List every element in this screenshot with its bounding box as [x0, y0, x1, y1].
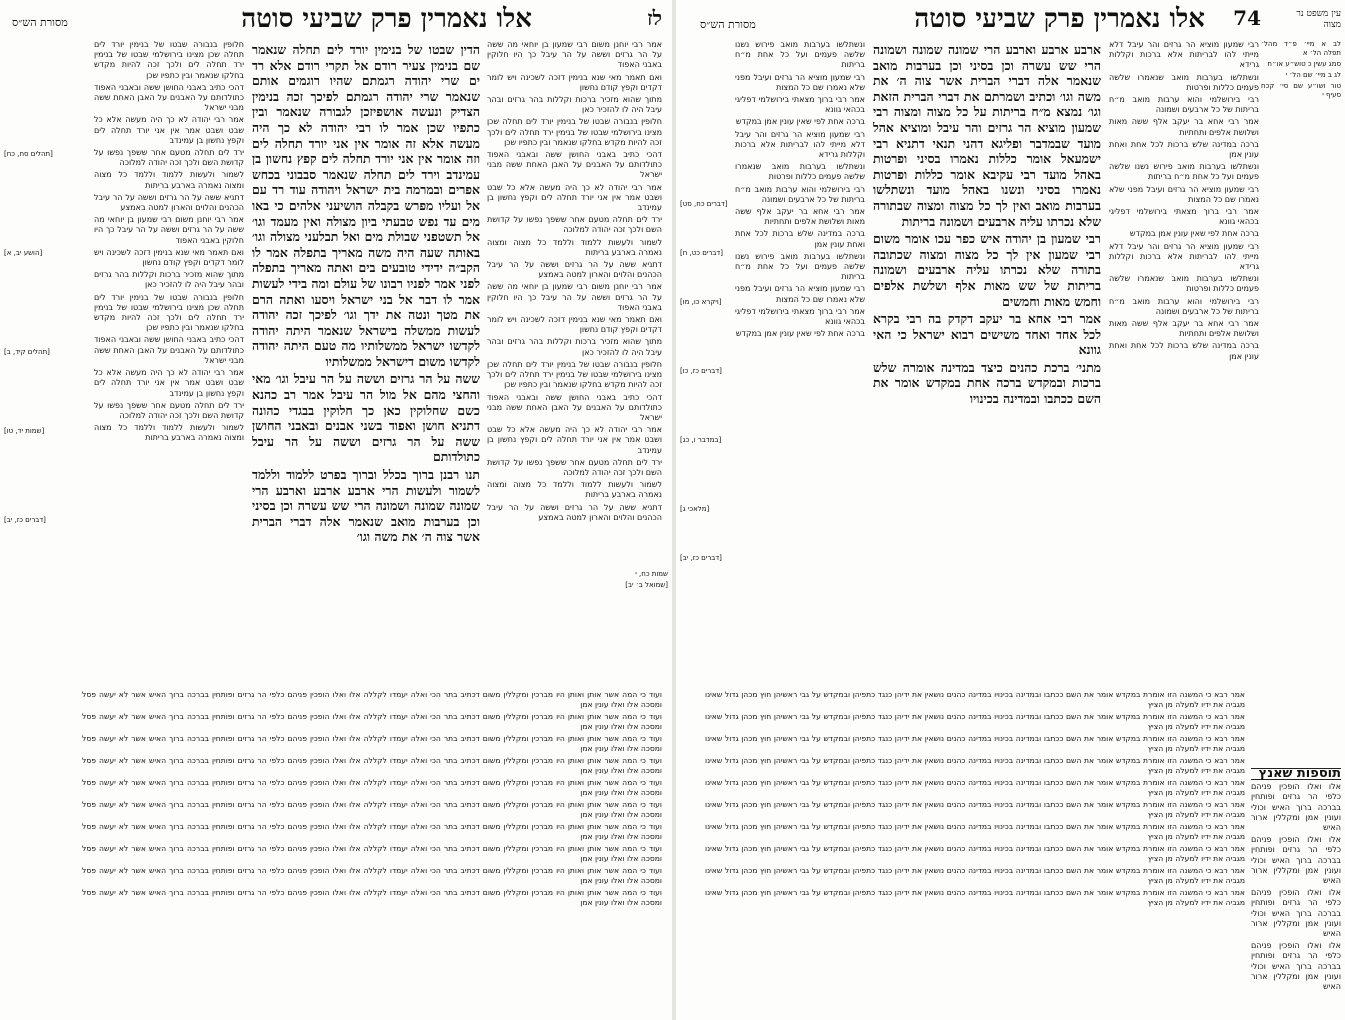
bottom-commentary	[705, 690, 1245, 1015]
commentary-paragraph: לשמור ולעשות ללמוד וללמד כל מצוה ומצוה נאמרה בארבע בריתות	[94, 423, 244, 443]
commentary-paragraph: ירד לים תחלה מטעם אחר ששפך נפשו על קדושת השם ולכך זכה יהודה למלוכה	[487, 215, 662, 235]
commentary-paragraph: דתניא ששה על הר גרזים וששה על הר עיבל הכהנים והלוים והארון למטה באמצע	[487, 260, 662, 280]
commentary-paragraph: אמר רבא כי המשנה הזו אומרת במקדש אומר את השם ככתבו ובמדינה בכינויו במדינה כהנים נושאין את ידיהן כנגד כתפיהן ובמקדש על גבי ראשיהן חוץ מכהן גדול שאינו מגביה את ידיו למעלה מן הציץ	[705, 866, 1245, 885]
commentary-paragraph: רבי בירושלמי והוא ערבות מואב מ״ח בריתות של כל ארבעים ושמונה	[1109, 296, 1259, 316]
commentary-paragraph: לשמור ולעשות ללמוד וללמד כל מצוה ומצוה נאמרה בארבע בריתות	[94, 170, 244, 190]
commentary-paragraph: מתוך שהוא מזכיר ברכות וקללות בהר גרזים ובהר עיבל היה לו להזכיר כאן	[487, 95, 662, 115]
commentary-paragraph: ועוד כי המה אשר אותן ואותן היו מברכין ומקללין משום דכתיב בתר הכי ואלה יעמדו לקללה אלו ואלו הופכין פניהם כלפי הר גרזים ופותחין בברכה ברוך האיש אשר לא יעשה פסל ומסכה אלו ואלו עונין אמן	[82, 756, 662, 775]
commentary-paragraph: רבי שמעון מוציא הר גרזים והר עיבל דלא מייתי להו לבריתות אלא ברכות וקללות גרידא	[735, 129, 865, 160]
commentary-paragraph: דהכי כתיב באבני החושן ששה ובאבני האפוד כתולדותם על האבנים על האבן האחת ששה מבני ישראל	[487, 150, 662, 180]
commentary-paragraph: אמר רבי יהודה לא כך היה מעשה אלא כל שבט ושבט אמר אין אני יורד תחלה לים וקפץ נחשון בן עמינדב	[487, 425, 662, 455]
commentary-paragraph: דהכי כתיב באבני החושן ששה ובאבני האפוד כתולדותם על האבנים על האבן האחת ששה מבני ישראל	[94, 82, 244, 113]
masoret-label: מסורת הש״ס	[700, 18, 756, 31]
page-title: אלו נאמרין פרק שביעי סוטה	[241, 4, 532, 34]
commentary-paragraph: ועוד כי המה אשר אותן ואותן היו מברכין ומקללין משום דכתיב בתר הכי ואלה יעמדו לקללה אלו ואלו הופכין פניהם כלפי הר גרזים ופותחין בברכה ברוך האיש אשר לא יעשה פסל ומסכה אלו ואלו עונין אמן	[82, 866, 662, 885]
folio-number: לז	[647, 6, 662, 30]
commentary-paragraph: ברכה אחת לפי שאין עונין אמן במקדש	[735, 329, 865, 339]
commentary-paragraph: רבי שמעון מוציא הר גרזים והר עיבל דלא מייתי להו לבריתות אלא ברכות וקללות גרידא	[1109, 40, 1259, 70]
box-text: אלו ואלו הופכין פניהם כלפי הר גרזים ופותחין בברכה ברוך האיש וכולי ועונין אמן ומקללין ארור האיש	[1251, 835, 1341, 886]
margin-references	[680, 200, 732, 680]
commentary-paragraph: אמר רבי ברוך מצאתי בירושלמי דפליגי בכהאי גוונא	[1109, 207, 1259, 227]
margin-reference: [דברים כח, סט]	[680, 200, 728, 208]
margin-reference: [דברים כט, ח]	[680, 249, 723, 257]
margin-reference: [שמואל ב׳ יב]	[625, 581, 668, 589]
commentary-paragraph: ירד לים תחלה מטעם אחר ששפך נפשו על קדושת השם ולכך זכה יהודה למלוכה	[487, 457, 662, 477]
commentary-paragraph: חלופין בנבורה שבטו של בנימין יורד לים תחלה שכן מצינו בירושלמי שבטו של בנימין ירד תחלה לים ולכך זכה להיות מקדש בחלקו שנאמר ובין כתפיו שכן	[94, 40, 244, 80]
commentary-paragraph: ועוד כי המה אשר אותן ואותן היו מברכין ומקללין משום דכתיב בתר הכי ואלה יעמדו לקללה אלו ואלו הופכין פניהם כלפי הר גרזים ופותחין בברכה ברוך האיש אשר לא יעשה פסל ומסכה אלו ואלו עונין אמן	[82, 690, 662, 709]
margin-reference: [מלאכי ג]	[680, 505, 710, 513]
gemara-paragraph: ששה על הר גרזים וששה על הר עיבל וגו׳ מאי והחצי מהם אל מול הר עיבל אמר רב כהנא כשם שחלוקין כאן כך חלוקין בבגדי כהונה דתניא חושן ואפוד בשני אבנים ובאבני החושן ששה על הר גרזים וששה על הר עיבל כתולדותם	[252, 371, 480, 465]
margin-reference: [הושע יב, א]	[4, 249, 43, 257]
commentary-paragraph: מתוך שהוא מזכיר ברכות וקללות בהר גרזים ובהר עיבל היה לו להזכיר כאן	[487, 337, 662, 357]
box-text: אלו ואלו הופכין פניהם כלפי הר גרזים ופותחין בברכה ברוך האיש וכולי ועונין אמן ומקללין ארור האיש	[1251, 888, 1341, 939]
ein-mishpat-column	[1261, 40, 1341, 160]
commentary-paragraph: אמר רבא כי המשנה הזו אומרת במקדש אומר את השם ככתבו ובמדינה בכינויו במדינה כהנים נושאין את ידיהן כנגד כתפיהן ובמקדש על גבי ראשיהן חוץ מכהן גדול שאינו מגביה את ידיו למעלה מן הציץ	[705, 778, 1245, 797]
commentary-paragraph: ירד לים תחלה מטעם אחר ששפך נפשו על קדושת השם ולכך זכה יהודה למלוכה	[94, 148, 244, 168]
commentary-paragraph: ועוד כי המה אשר אותן ואותן היו מברכין ומקללין משום דכתיב בתר הכי ואלה יעמדו לקללה אלו ואלו הופכין פניהם כלפי הר גרזים ופותחין בברכה ברוך האיש אשר לא יעשה פסל ומסכה אלו ואלו עונין אמן	[82, 734, 662, 753]
margin-reference: [ויקרא כו, מו]	[680, 298, 722, 306]
ein-mishpat-entry: לב א מיי׳ פ״ד מהל׳ תפלה הל׳ א	[1261, 40, 1341, 57]
commentary-paragraph: ואם תאמר מאי שנא בנימין דזכה לשכינה ויש לומר דקדים וקפץ קודם נחשון	[94, 247, 244, 268]
commentary-paragraph: ירד לים תחלה מטעם אחר ששפך נפשו על קדושת השם ולכך זכה יהודה למלוכה	[94, 400, 244, 420]
box-text: אלו ואלו הופכין פניהם כלפי הר גרזים ופותחין בברכה ברוך האיש וכולי ועונין אמן ומקללין ארור האיש	[1251, 782, 1341, 833]
ein-mishpat-entry: סמג עשין כ טוש״ע או״ח	[1267, 60, 1341, 68]
left-page	[0, 0, 672, 1020]
commentary-paragraph: ברכה במדינה שלש ברכות לכל אחת ואחת עונין אמן	[1109, 341, 1259, 361]
commentary-paragraph: ועוד כי המה אשר אותן ואותן היו מברכין ומקללין משום דכתיב בתר הכי ואלה יעמדו לקללה אלו ואלו הופכין פניהם כלפי הר גרזים ופותחין בברכה ברוך האיש אשר לא יעשה פסל ומסכה אלו ואלו עונין אמן	[82, 800, 662, 819]
rashi-column	[1109, 40, 1259, 680]
bottom-commentary	[82, 690, 662, 1010]
box-text: אלו ואלו הופכין פניהם כלפי הר גרזים ופותחין בברכה ברוך האיש וכולי ועונין אמן ומקללין ארור האיש	[1251, 941, 1341, 992]
left-page-header	[0, 4, 672, 38]
ein-mishpat-label: עין משפט נר מצוה	[1296, 9, 1341, 30]
commentary-paragraph: לשמור ולעשות ללמוד וללמד כל מצוה ומצוה נאמרה בארבע בריתות	[487, 480, 662, 500]
commentary-paragraph: ברכה במדינה שלש ברכות לכל אחת ואחת עונין אמן	[1109, 139, 1259, 160]
box-title: תוספות שאנץ	[1251, 769, 1341, 780]
commentary-paragraph: אמר רבא כי המשנה הזו אומרת במקדש אומר את השם ככתבו ובמדינה בכינויו במדינה כהנים נושאין את ידיהן כנגד כתפיהן ובמקדש על גבי ראשיהן חוץ מכהן גדול שאינו מגביה את ידיו למעלה מן הציץ	[705, 756, 1245, 775]
tosafot-shantz-box	[1251, 768, 1341, 1014]
commentary-paragraph: אמר רבא כי המשנה הזו אומרת במקדש אומר את השם ככתבו ובמדינה בכינויו במדינה כהנים נושאין את ידיהן כנגד כתפיהן ובמקדש על גבי ראשיהן חוץ מכהן גדול שאינו מגביה את ידיו למעלה מן הציץ	[705, 734, 1245, 753]
commentary-paragraph: דתניא ששה על הר גרזים וששה על הר עיבל הכהנים והלוים והארון למטה באמצע	[487, 502, 662, 522]
margin-reference: [במדבר ו, כג]	[680, 436, 722, 444]
commentary-paragraph: אמר רבא כי המשנה הזו אומרת במקדש אומר את השם ככתבו ובמדינה בכינויו במדינה כהנים נושאין את ידיהן כנגד כתפיהן ובמקדש על גבי ראשיהן חוץ מכהן גדול שאינו מגביה את ידיו למעלה מן הציץ	[705, 690, 1245, 709]
margin-reference: [תהלים סח, כח]	[4, 150, 53, 158]
tosafot-column	[735, 40, 865, 680]
commentary-paragraph: ועוד כי המה אשר אותן ואותן היו מברכין ומקללין משום דכתיב בתר הכי ואלה יעמדו לקללה אלו ואלו הופכין פניהם כלפי הר גרזים ופותחין בברכה ברוך האיש אשר לא יעשה פסל ומסכה אלו ואלו עונין אמן	[82, 822, 662, 841]
margin-reference: שמות כח, י	[635, 570, 668, 578]
gemara-paragraph: הדין שבטו של בנימין יורד לים תחלה שנאמר שם בנימין צעיר רודם אל תקרי רודם אלא רד ים שרי יהודה רגמתם שהיו רוגמים אותם שנאמר שרי יהודה רגמתם לפיכך זכה בנימין הצדיק ונעשה אושפיזכן לגבורה שנאמר ובין כתפיו שכן אמר לו רבי יהודה לא כך היה מעשה אלא זה אומר אין אני יורד תחלה לים וזה אומר אין אני יורד תחלה לים קפץ נחשון בן עמינדב וירד לים תחלה שנאמר סבבוני בכחש אפרים ובמרמה בית ישראל ויהודה עוד רד עם אל ועליו מפרש בקבלה הושיעני אלהים כי באו מים עד נפש טבעתי ביון מצולה ואין מעמד וגו׳ אל תשטפני שבולת מים ואל תבלעני מצולה וגו׳ באותה שעה היה משה מאריך בתפלה אמר לו הקב״ה ידידי טובעים בים ואתה מאריך בתפלה לפני אמר לפניו רבונו של עולם ומה בידי לעשות אמר לו דבר אל בני ישראל ויסעו ואתה הרם את מטך ונטה את ידך וגו׳ לפיכך זכה יהודה לעשות ממשלה בישראל שנאמר היתה יהודה לקדשו ישראל ממשלותיו מה טעם היתה יהודה לקדשו משום דישראל ממשלותיו	[252, 42, 480, 369]
commentary-paragraph: ונשתלשו בערבות מואב שנאמרו שלשה פעמים כללות ופרטות	[735, 162, 865, 182]
commentary-paragraph: אמר רבי יוחנן משום רבי שמעון בן יוחאי מה ששה על הר גרזים וששה על הר עיבל כך היו חלוקין באבני האפוד	[94, 215, 244, 245]
commentary-paragraph: רבי בירושלמי והוא ערבות מואב מ״ח בריתות של כל ארבעים ושמונה	[1109, 95, 1259, 115]
margin-reference: [תהלים קיד, ב]	[4, 348, 50, 356]
commentary-paragraph: רבי שמעון מוציא הר גרזים ועיבל מפני שלא נאמרו שם כל המצות	[735, 284, 865, 304]
commentary-paragraph: ברכה אחת לפי שאין עונין אמן במקדש	[1129, 229, 1259, 239]
gemara-paragraph: ארבע ארבע וארבע הרי שמונה שמונה ושמונה הרי שש עשרה וכן בסיני וכן בערבות מואב שנאמר אלה דברי הברית אשר צוה ה׳ את משה וגו׳ וכתיב ושמרתם את דברי הברית הזאת וגו׳ נמצא מ״ח בריתות על כל מצוה ומצוה רבי שמעון מוציא הר גרזים והר עיבל ומוציא אהל מועד שבמדבר ופליגא דהני תנאי דתניא רבי ישמעאל אומר כללות נאמרו בסיני ופרטות באהל מועד רבי עקיבא אומר כללות ופרטות נאמרו בסיני ונשנו באהל מועד ונשתלשו בערבות מואב ואין לך כל מצוה ומצוה שבתורה שלא נכרתו עליה ארבעים ושמונה בריתות	[873, 42, 1101, 229]
commentary-paragraph: חלופין בנבורה שבטו של בנימין יורד לים תחלה שכן מצינו בירושלמי שבטו של בנימין ירד תחלה לים ולכך זכה להיות מקדש בחלקו שנאמר ובין כתפיו שכן	[487, 117, 662, 147]
folio-number: 74	[1233, 6, 1261, 30]
gemara-paragraph: מתני׳ ברכת כהנים כיצד במדינה אומרה שלש ברכות ובמקדש ברכה אחת במקדש אומר את השם ככתבו ובמדינה בכינויו	[873, 359, 1101, 407]
commentary-paragraph: מתוך שהוא מזכיר ברכות וקללות בהר גרזים ובהר עיבל היה לו להזכיר כאן	[94, 270, 244, 290]
commentary-paragraph: חלופין בנבורה שבטו של בנימין יורד לים תחלה שכן מצינו בירושלמי שבטו של בנימין ירד תחלה לים ולכך זכה להיות מקדש בחלקו שנאמר ובין כתפיו שכן	[94, 292, 244, 333]
commentary-paragraph: אמר רבי אחא בר יעקב אלף ששה מאות ושלושת אלפים ותחתיות	[735, 207, 865, 227]
margin-reference: [דברים כז, כו]	[680, 367, 722, 375]
commentary-paragraph: אמר רבי אחא בר יעקב אלף ששה מאות ושלושת אלפים ותחתיות	[1109, 319, 1259, 339]
commentary-paragraph: אמר רבא כי המשנה הזו אומרת במקדש אומר את השם ככתבו ובמדינה בכינויו במדינה כהנים נושאין את ידיהן כנגד כתפיהן ובמקדש על גבי ראשיהן חוץ מכהן גדול שאינו מגביה את ידיו למעלה מן הציץ	[705, 800, 1245, 819]
commentary-paragraph: ואם תאמר מאי שנא בנימין דזכה לשכינה ויש לומר דקדים וקפץ קודם נחשון	[487, 72, 662, 92]
commentary-paragraph: אמר רבי יהודה לא כך היה מעשה אלא כל שבט ושבט אמר אין אני יורד תחלה לים וקפץ נחשון בן עמינדב	[94, 368, 244, 398]
rashi-column	[94, 40, 244, 680]
commentary-paragraph: רבי שמעון מוציא הר גרזים ועיבל מפני שלא נאמרו שם כל המצות	[1109, 184, 1259, 204]
commentary-paragraph: ועוד כי המה אשר אותן ואותן היו מברכין ומקללין משום דכתיב בתר הכי ואלה יעמדו לקללה אלו ואלו הופכין פניהם כלפי הר גרזים ופותחין בברכה ברוך האיש אשר לא יעשה פסל ומסכה אלו ואלו עונין אמן	[82, 888, 662, 907]
commentary-paragraph: אמר רבא כי המשנה הזו אומרת במקדש אומר את השם ככתבו ובמדינה בכינויו במדינה כהנים נושאין את ידיהן כנגד כתפיהן ובמקדש על גבי ראשיהן חוץ מכהן גדול שאינו מגביה את ידיו למעלה מן הציץ	[705, 822, 1245, 841]
gemara-paragraph: רבי שמעון בן יהודה איש כפר עכו אומר משום רבי שמעון אין לך כל מצוה ומצוה שכתובה בתורה שלא נכרתו עליה ארבעים ושמונה בריתות של שש מאות אלף ושלשת אלפים וחמש מאות וחמשים	[873, 231, 1101, 309]
commentary-paragraph: ונשתלשו בערבות מואב שנאמרו שלשה פעמים כללות ופרטות	[1109, 274, 1259, 294]
commentary-paragraph: אמר רבי ברוך מצאתי בירושלמי דפליגי בכהאי גוונא	[735, 95, 865, 115]
commentary-paragraph: אמר רבי יוחנן משום רבי שמעון בן יוחאי מה ששה על הר גרזים וששה על הר עיבל כך היו חלוקין באבני האפוד	[487, 282, 662, 312]
gemara-main-text	[252, 42, 480, 682]
commentary-paragraph: ואם תאמר מאי שנא בנימין דזכה לשכינה ויש לומר דקדים וקפץ קודם נחשון	[487, 315, 662, 335]
commentary-paragraph: ברכה אחת לפי שאין עונין אמן במקדש	[735, 117, 865, 127]
margin-references	[4, 150, 88, 670]
right-page-header	[676, 4, 1345, 38]
commentary-paragraph: ועוד כי המה אשר אותן ואותן היו מברכין ומקללין משום דכתיב בתר הכי ואלה יעמדו לקללה אלו ואלו הופכין פניהם כלפי הר גרזים ופותחין בברכה ברוך האיש אשר לא יעשה פסל ומסכה אלו ואלו עונין אמן	[82, 778, 662, 797]
commentary-paragraph: אמר רבא כי המשנה הזו אומרת במקדש אומר את השם ככתבו ובמדינה בכינויו במדינה כהנים נושאין את ידיהן כנגד כתפיהן ובמקדש על גבי ראשיהן חוץ מכהן גדול שאינו מגביה את ידיו למעלה מן הציץ	[705, 888, 1245, 907]
commentary-paragraph: רבי בירושלמי והוא ערבות מואב מ״ח בריתות של כל ארבעים ושמונה	[735, 184, 865, 204]
margin-reference: [דברים כז, יב]	[4, 516, 46, 524]
right-page	[676, 0, 1345, 1020]
gemara-main-text	[873, 42, 1101, 682]
commentary-paragraph: ברכה במדינה שלש ברכות לכל אחת ואחת עונין אמן	[735, 229, 865, 249]
margin-reference: [שמות יד, טו]	[4, 427, 45, 435]
commentary-paragraph: אמר רבי יהודה לא כך היה מעשה אלא כל שבט ושבט אמר אין אני יורד תחלה לים וקפץ נחשון בן עמינדב	[487, 182, 662, 213]
commentary-paragraph: דתניא ששה על הר גרזים וששה על הר עיבל הכהנים והלוים והארון למטה באמצע	[94, 192, 244, 213]
masoret-label: מסורת הש״ס	[12, 16, 68, 29]
commentary-paragraph: ועוד כי המה אשר אותן ואותן היו מברכין ומקללין משום דכתיב בתר הכי ואלה יעמדו לקללה אלו ואלו הופכין פניהם כלפי הר גרזים ופותחין בברכה ברוך האיש אשר לא יעשה פסל ומסכה אלו ואלו עונין אמן	[82, 712, 662, 731]
gemara-paragraph: אמר רבי אחא בר יעקב דקדק בה רבי בקרא לכל אחד ואחד משישים רבוא ישראל כי האי גוונא	[873, 311, 1101, 358]
commentary-paragraph: רבי שמעון מוציא הר גרזים ועיבל מפני שלא נאמרו שם כל המצות	[735, 72, 865, 92]
commentary-paragraph: אמר רבי יוחנן משום רבי שמעון בן יוחאי מה ששה על הר גרזים וששה על הר עיבל כך היו חלוקין באבני האפוד	[487, 40, 662, 70]
ein-mishpat-entry: טור ושו״ע שם סי׳ קכח סעיף י	[1261, 82, 1341, 99]
margin-reference: [דברים כז, יב]	[680, 554, 722, 562]
commentary-paragraph: אמר רבי ברוך מצאתי בירושלמי דפליגי בכהאי גוונא	[735, 306, 865, 327]
ein-mishpat-entry: לג ב מיי׳ שם הל׳ י	[1285, 71, 1341, 79]
commentary-paragraph: אמר רבי יהודה לא כך היה מעשה אלא כל שבט ושבט אמר אין אני יורד תחלה לים וקפץ נחשון בן עמינדב	[94, 115, 244, 145]
commentary-paragraph: ונשתלשו בערבות מואב פירוש נשנו שלשה פעמים ועל כל אחת מ״ח בריתות	[735, 251, 865, 282]
page-title: אלו נאמרין פרק שביעי סוטה	[914, 4, 1205, 34]
commentary-paragraph: דהכי כתיב באבני החושן ששה ובאבני האפוד כתולדותם על האבנים על האבן האחת ששה מבני ישראל	[487, 392, 662, 422]
commentary-paragraph: חלופין בנבורה שבטו של בנימין יורד לים תחלה שכן מצינו בירושלמי שבטו של בנימין ירד תחלה לים ולכך זכה להיות מקדש בחלקו שנאמר ובין כתפיו שכן	[487, 359, 662, 390]
commentary-paragraph: אמר רבי אחא בר יעקב אלף ששה מאות ושלושת אלפים ותחתיות	[1109, 117, 1259, 137]
commentary-paragraph: ונשתלשו בערבות מואב שנאמרו שלשה פעמים כללות ופרטות	[1109, 72, 1259, 92]
commentary-paragraph: לשמור ולעשות ללמוד וללמד כל מצוה ומצוה נאמרה בארבע בריתות	[487, 237, 662, 257]
margin-references-inner	[588, 570, 668, 630]
commentary-paragraph: ונשתלשו בערבות מואב פירוש נשנו שלשה פעמים ועל כל אחת מ״ח בריתות	[1109, 162, 1259, 182]
commentary-paragraph: אמר רבא כי המשנה הזו אומרת במקדש אומר את השם ככתבו ובמדינה בכינויו במדינה כהנים נושאין את ידיהן כנגד כתפיהן ובמקדש על גבי ראשיהן חוץ מכהן גדול שאינו מגביה את ידיו למעלה מן הציץ	[705, 844, 1245, 863]
commentary-paragraph: ועוד כי המה אשר אותן ואותן היו מברכין ומקללין משום דכתיב בתר הכי ואלה יעמדו לקללה אלו ואלו הופכין פניהם כלפי הר גרזים ופותחין בברכה ברוך האיש אשר לא יעשה פסל ומסכה אלו ואלו עונין אמן	[82, 844, 662, 863]
commentary-paragraph: דהכי כתיב באבני החושן ששה ובאבני האפוד כתולדותם על האבנים על האבן האחת ששה מבני ישראל	[94, 335, 244, 365]
gemara-paragraph: תנו רבנן ברוך בכלל וברוך בפרט ללמוד וללמד לשמור ולעשות הרי ארבע ארבע וארבע הרי שמונה שמונה ושמונה הרי שש עשרה וכן בסיני וכן בערבות מואב שנאמר אלה דברי הברית אשר צוה ה׳ את משה וגו׳	[252, 467, 480, 545]
commentary-paragraph: ונשתלשו בערבות מואב פירוש נשנו שלשה פעמים ועל כל אחת מ״ח בריתות	[735, 40, 865, 70]
commentary-paragraph: רבי שמעון מוציא הר גרזים והר עיבל דלא מייתי להו לבריתות אלא ברכות וקללות גרידא	[1109, 241, 1259, 272]
commentary-paragraph: אמר רבא כי המשנה הזו אומרת במקדש אומר את השם ככתבו ובמדינה בכינויו במדינה כהנים נושאין את ידיהן כנגד כתפיהן ובמקדש על גבי ראשיהן חוץ מכהן גדול שאינו מגביה את ידיו למעלה מן הציץ	[705, 712, 1245, 731]
